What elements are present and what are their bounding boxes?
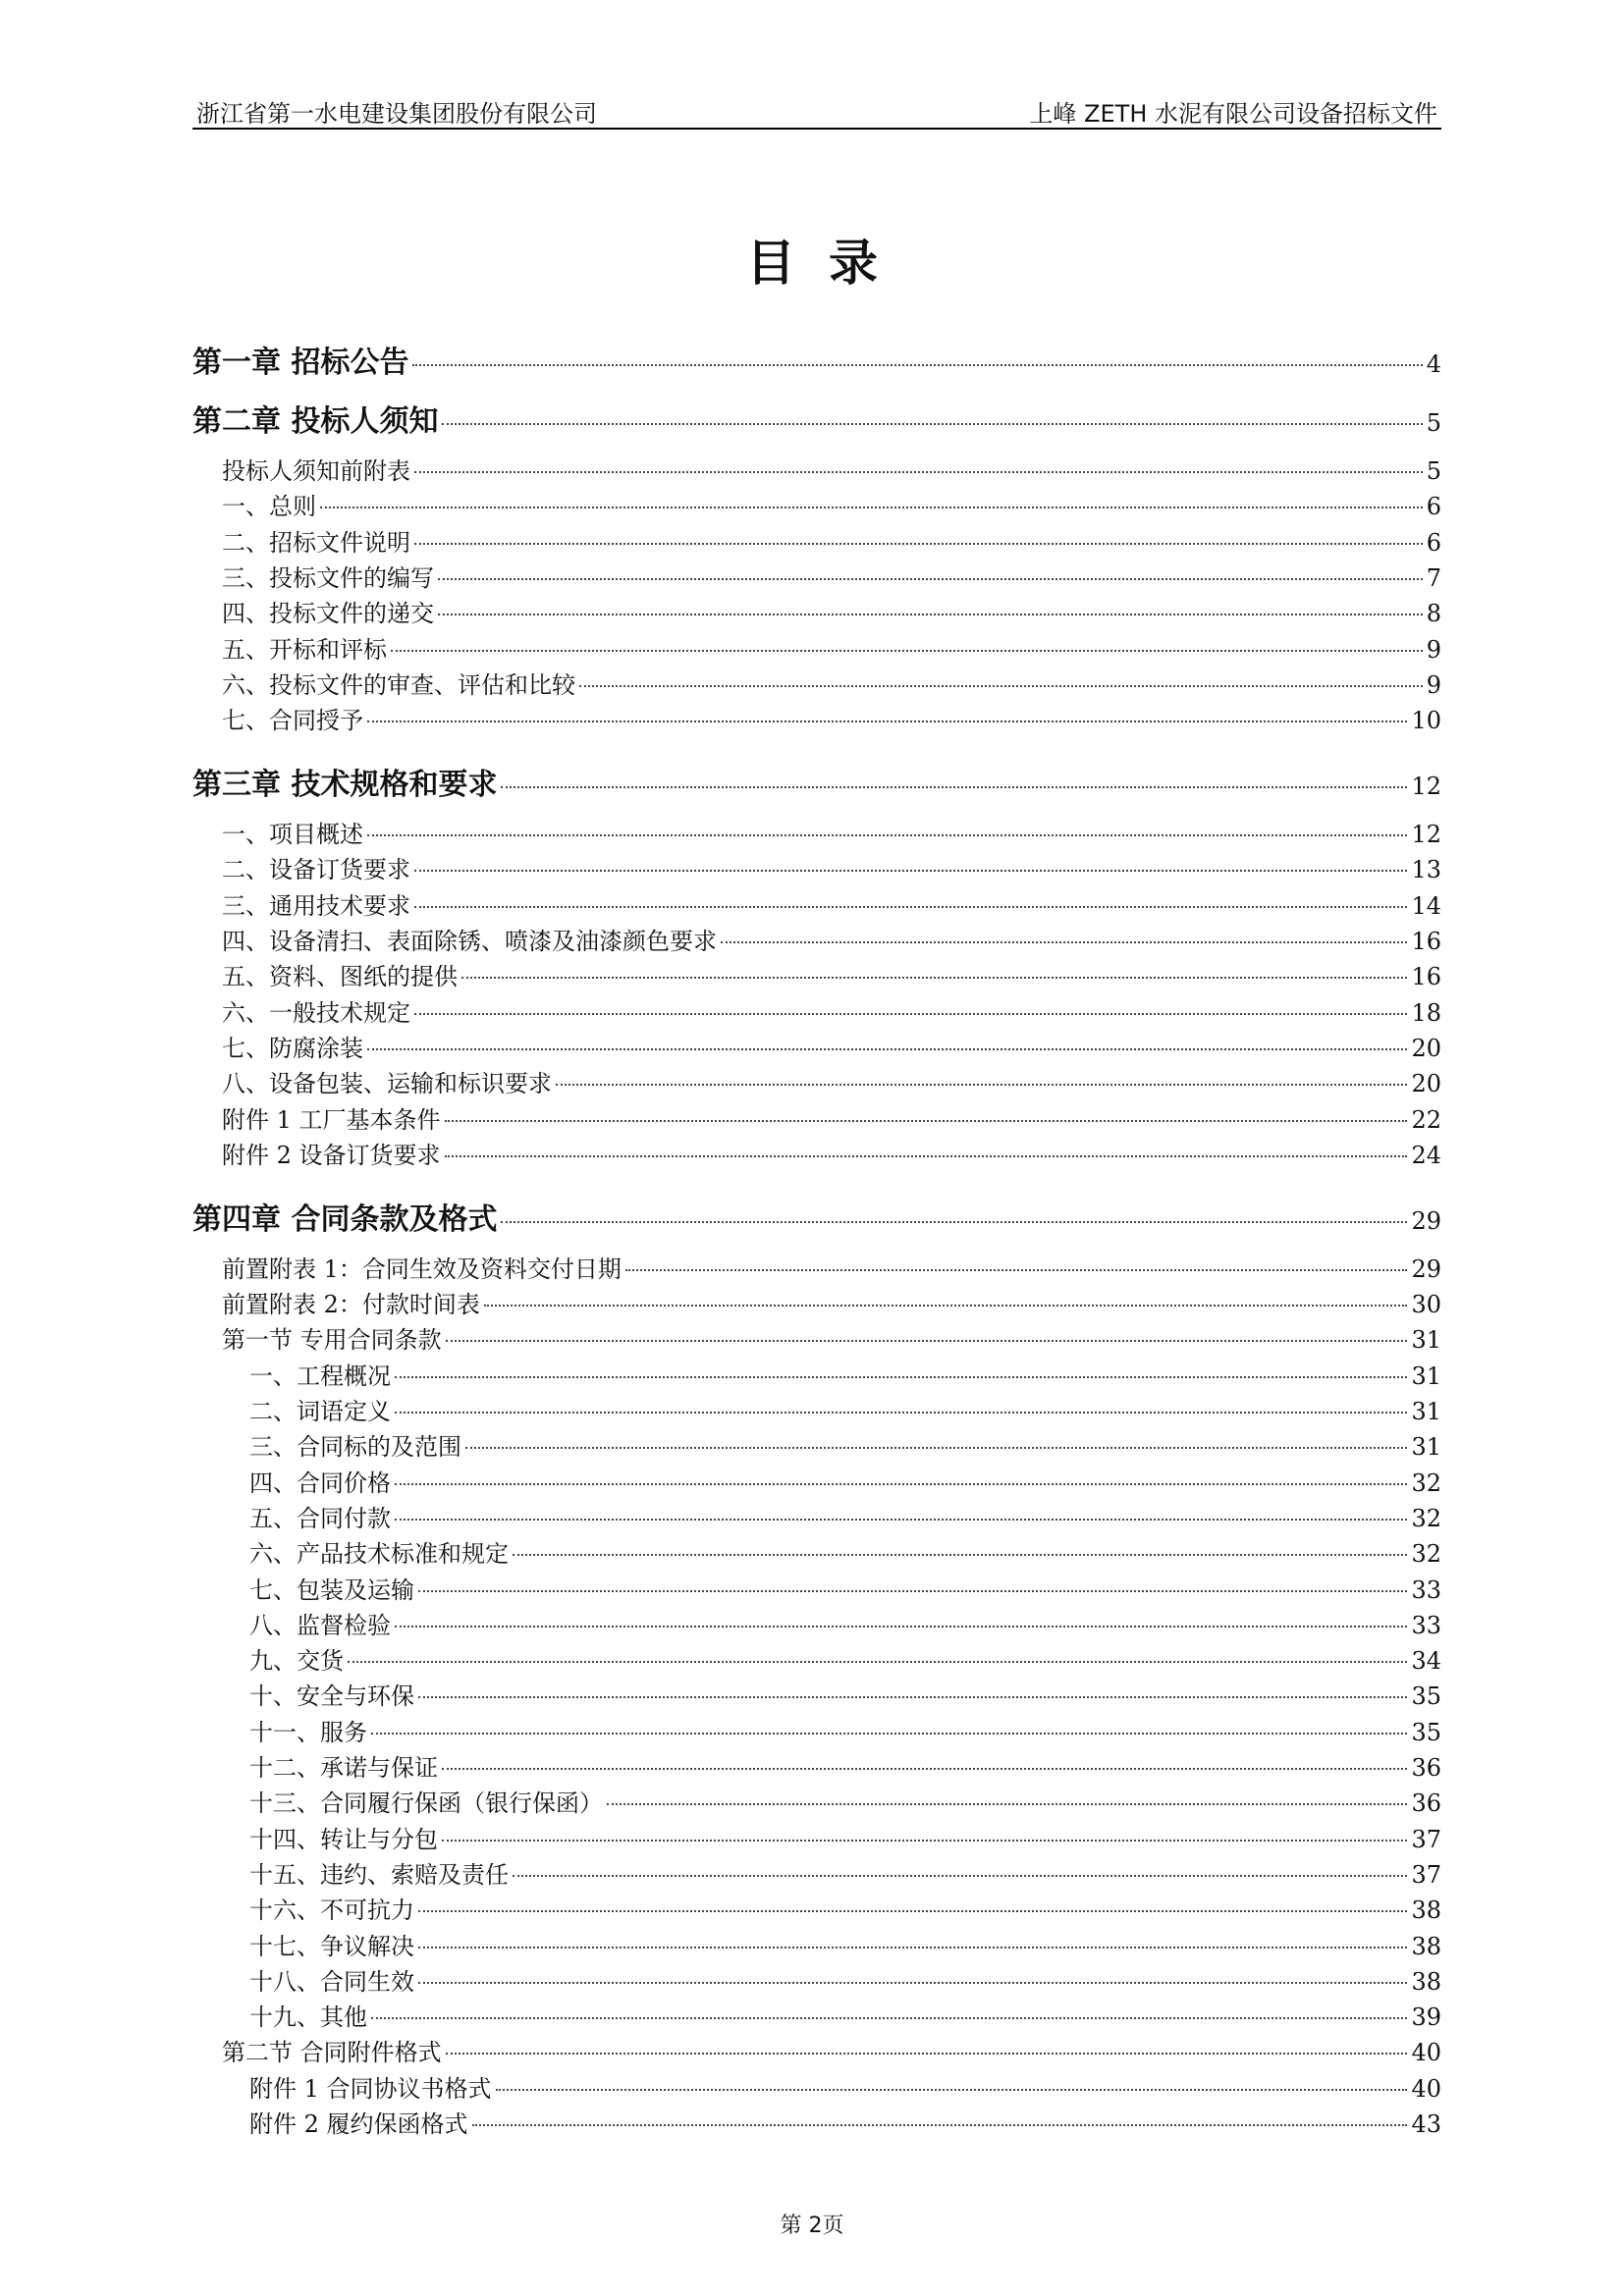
toc-entry-page: 35 bbox=[1411, 1682, 1441, 1711]
toc-entry-page: 35 bbox=[1411, 1718, 1441, 1746]
toc-dot-leader bbox=[414, 870, 1407, 872]
toc-dot-leader bbox=[472, 2124, 1408, 2126]
toc-entry-label: 一、项目概述 bbox=[222, 821, 363, 849]
toc-entry-page: 37 bbox=[1411, 1860, 1441, 1889]
toc-dot-leader bbox=[367, 721, 1407, 722]
toc-entry[interactable] bbox=[222, 1064, 1441, 1098]
toc-entry[interactable] bbox=[222, 559, 1441, 593]
toc-dot-leader bbox=[625, 1269, 1408, 1271]
toc-entry-label: 十三、合同履行保函（银行保函） bbox=[249, 1789, 603, 1818]
toc-entry-page: 18 bbox=[1411, 998, 1441, 1027]
toc-entry[interactable] bbox=[222, 523, 1441, 558]
toc-entry-page: 30 bbox=[1411, 1291, 1441, 1319]
toc-dot-leader bbox=[501, 1221, 1407, 1223]
toc-entry-page: 31 bbox=[1411, 1362, 1441, 1390]
toc-dot-leader bbox=[348, 1661, 1407, 1663]
toc-entry[interactable] bbox=[249, 2105, 1441, 2139]
toc-entry-page: 22 bbox=[1411, 1105, 1441, 1134]
toc-entry[interactable] bbox=[249, 1748, 1441, 1783]
toc-entry-label: 四、投标文件的递交 bbox=[222, 600, 434, 628]
toc-entry-label: 十七、争议解决 bbox=[249, 1932, 414, 1960]
page-title: 目录 bbox=[746, 235, 911, 292]
toc-dot-leader bbox=[395, 1412, 1407, 1414]
toc-chapter-entry[interactable] bbox=[192, 397, 1441, 440]
toc-entry-label: 十四、转让与分包 bbox=[249, 1825, 438, 1853]
toc-entry-label: 二、设备订货要求 bbox=[222, 856, 410, 884]
toc-dot-leader bbox=[418, 1982, 1407, 1984]
toc-dot-leader bbox=[438, 614, 1423, 615]
toc-entry-page: 7 bbox=[1426, 563, 1441, 592]
toc-entry-label: 四、合同价格 bbox=[249, 1468, 391, 1497]
toc-entry[interactable] bbox=[222, 850, 1441, 884]
toc-dot-leader bbox=[418, 1947, 1407, 1949]
toc-entry[interactable] bbox=[222, 886, 1441, 921]
toc-entry-label: 十二、承诺与保证 bbox=[249, 1754, 438, 1782]
toc-entry-page: 9 bbox=[1426, 635, 1441, 664]
toc-entry-label: 第一章 招标公告 bbox=[192, 346, 409, 380]
toc-entry-page: 38 bbox=[1411, 1896, 1441, 1925]
toc-entry[interactable] bbox=[249, 1927, 1441, 1961]
toc-entry-label: 十六、不可抗力 bbox=[249, 1896, 414, 1925]
header-right-document: 上峰 ZETH 水泥有限公司设备招标文件 bbox=[1029, 100, 1437, 128]
toc-entry-label: 二、词语定义 bbox=[249, 1398, 391, 1425]
toc-entry-label: 十一、服务 bbox=[249, 1718, 367, 1746]
toc-dot-leader bbox=[418, 1590, 1407, 1592]
toc-dot-leader bbox=[414, 1013, 1407, 1015]
toc-dot-leader bbox=[395, 1519, 1407, 1521]
toc-entry-label: 五、开标和评标 bbox=[222, 635, 387, 664]
toc-entry[interactable] bbox=[249, 1855, 1441, 1890]
toc-entry-page: 38 bbox=[1411, 1967, 1441, 1996]
toc-entry[interactable] bbox=[222, 594, 1441, 628]
toc-entry-page: 31 bbox=[1411, 1326, 1441, 1355]
toc-dot-leader bbox=[501, 786, 1407, 788]
toc-dot-leader bbox=[496, 2089, 1408, 2091]
toc-entry-label: 第二章 投标人须知 bbox=[192, 404, 439, 439]
toc-entry-page: 6 bbox=[1426, 528, 1441, 557]
toc-entry-page: 20 bbox=[1411, 1070, 1441, 1098]
toc-entry-label: 七、合同授予 bbox=[222, 707, 363, 735]
toc-entry-page: 9 bbox=[1426, 670, 1441, 699]
toc-entry-label: 附件 1 合同协议书格式 bbox=[249, 2074, 492, 2103]
toc-entry[interactable] bbox=[249, 1641, 1441, 1676]
toc-entry-label: 前置附表 1：合同生效及资料交付日期 bbox=[222, 1255, 622, 1283]
toc-entry-label: 十八、合同生效 bbox=[249, 1967, 414, 1996]
toc-entry-label: 二、招标文件说明 bbox=[222, 528, 410, 557]
toc-entry-label: 三、投标文件的编写 bbox=[222, 563, 434, 592]
toc-entry-page: 37 bbox=[1411, 1825, 1441, 1853]
toc-entry-label: 八、设备包装、运输和标识要求 bbox=[222, 1070, 552, 1098]
toc-dot-leader bbox=[395, 1626, 1407, 1628]
toc-dot-leader bbox=[465, 1447, 1407, 1449]
toc-entry-page: 12 bbox=[1411, 821, 1441, 849]
toc-entry-page: 4 bbox=[1426, 350, 1441, 378]
toc-entry-page: 5 bbox=[1426, 457, 1441, 485]
toc-entry-page: 29 bbox=[1411, 1206, 1441, 1235]
toc-dot-leader bbox=[371, 1733, 1407, 1735]
toc-entry-label: 三、合同标的及范围 bbox=[249, 1433, 461, 1462]
toc-entry-label: 七、防腐涂装 bbox=[222, 1034, 363, 1062]
toc-entry-page: 40 bbox=[1411, 2074, 1441, 2103]
toc-entry-label: 附件 2 履约保函格式 bbox=[249, 2110, 468, 2138]
toc-entry-label: 十五、违约、索赔及责任 bbox=[249, 1860, 509, 1889]
toc-dot-leader bbox=[484, 1305, 1408, 1307]
toc-entry-page: 6 bbox=[1426, 493, 1441, 521]
toc-entry[interactable] bbox=[249, 1891, 1441, 1925]
toc-entry-label: 四、设备清扫、表面除锈、喷漆及油漆颜色要求 bbox=[222, 928, 717, 955]
toc-entry[interactable] bbox=[249, 1962, 1441, 1997]
toc-entry[interactable] bbox=[222, 1285, 1441, 1319]
page-number: 第 2页 bbox=[780, 2214, 844, 2238]
toc-entry[interactable] bbox=[222, 666, 1441, 700]
toc-entry-page: 34 bbox=[1411, 1647, 1441, 1676]
toc-entry-page: 36 bbox=[1411, 1754, 1441, 1782]
toc-entry[interactable] bbox=[249, 1606, 1441, 1640]
toc-entry-label: 第二节 合同附件格式 bbox=[222, 2039, 442, 2067]
toc-dot-leader bbox=[395, 1483, 1407, 1485]
toc-entry[interactable] bbox=[222, 1136, 1441, 1170]
toc-entry-page: 5 bbox=[1426, 409, 1441, 437]
toc-chapter-entry[interactable] bbox=[192, 1195, 1441, 1238]
toc-entry-label: 一、总则 bbox=[222, 493, 316, 521]
toc-entry[interactable] bbox=[249, 1357, 1441, 1391]
toc-entry-label: 五、合同付款 bbox=[249, 1504, 391, 1532]
toc-dot-leader bbox=[395, 1376, 1407, 1378]
toc-entry-page: 32 bbox=[1411, 1540, 1441, 1569]
toc-entry-label: 七、包装及运输 bbox=[249, 1575, 414, 1604]
toc-entry-page: 29 bbox=[1411, 1255, 1441, 1283]
toc-dot-leader bbox=[367, 1048, 1407, 1050]
toc-entry-label: 第一节 专用合同条款 bbox=[222, 1326, 442, 1355]
toc-entry-label: 三、通用技术要求 bbox=[222, 891, 410, 920]
toc-entry-page: 12 bbox=[1411, 773, 1441, 801]
toc-entry-page: 33 bbox=[1411, 1611, 1441, 1639]
toc-dot-leader bbox=[445, 1120, 1408, 1122]
toc-entry-label: 十九、其他 bbox=[249, 2003, 367, 2032]
toc-entry-label: 六、产品技术标准和规定 bbox=[249, 1540, 509, 1569]
toc-dot-leader bbox=[418, 1696, 1407, 1698]
toc-dot-leader bbox=[513, 1875, 1407, 1877]
toc-entry-label: 附件 2 设备订货要求 bbox=[222, 1141, 441, 1169]
toc-entry[interactable] bbox=[249, 1998, 1441, 2032]
toc-entry-label: 六、投标文件的审查、评估和比较 bbox=[222, 670, 575, 699]
toc-entry[interactable] bbox=[222, 922, 1441, 956]
toc-entry[interactable] bbox=[249, 1427, 1441, 1462]
toc-entry-label: 十、安全与环保 bbox=[249, 1682, 414, 1711]
toc-entry-page: 8 bbox=[1426, 600, 1441, 628]
page-header bbox=[192, 94, 1441, 130]
toc-dot-leader bbox=[446, 2053, 1408, 2055]
toc-entry-page: 13 bbox=[1411, 856, 1441, 884]
toc-entry[interactable] bbox=[222, 993, 1441, 1028]
toc-entry-page: 14 bbox=[1411, 891, 1441, 920]
toc-dot-leader bbox=[412, 364, 1422, 366]
toc-entry[interactable] bbox=[249, 1392, 1441, 1426]
toc-entry[interactable] bbox=[249, 1464, 1441, 1498]
toc-entry-label: 投标人须知前附表 bbox=[222, 457, 410, 485]
toc-chapter-entry[interactable] bbox=[192, 760, 1441, 803]
toc-entry-label: 第四章 合同条款及格式 bbox=[192, 1201, 498, 1237]
toc-dot-leader bbox=[414, 906, 1407, 908]
toc-entry-page: 33 bbox=[1411, 1575, 1441, 1604]
toc-dot-leader bbox=[442, 1840, 1407, 1842]
toc-dot-leader bbox=[371, 2017, 1407, 2019]
toc-dot-leader bbox=[607, 1803, 1407, 1805]
toc-dot-leader bbox=[438, 578, 1423, 580]
toc-dot-leader bbox=[445, 1155, 1408, 1157]
toc-entry[interactable] bbox=[222, 630, 1441, 665]
toc-entry[interactable] bbox=[222, 1250, 1441, 1284]
toc-dot-leader bbox=[418, 1910, 1407, 1912]
toc-entry[interactable] bbox=[222, 1320, 1441, 1355]
toc-entry[interactable] bbox=[222, 2033, 1441, 2067]
toc-entry-label: 附件 1 工厂基本条件 bbox=[222, 1105, 441, 1134]
toc-entry[interactable] bbox=[249, 1571, 1441, 1605]
toc-chapter-entry[interactable] bbox=[192, 338, 1441, 381]
toc-entry[interactable] bbox=[249, 1820, 1441, 1854]
toc-entry-label: 五、资料、图纸的提供 bbox=[222, 963, 458, 991]
toc-entry-label: 九、交货 bbox=[249, 1647, 344, 1676]
toc-entry-page: 31 bbox=[1411, 1433, 1441, 1462]
toc-entry[interactable] bbox=[222, 1029, 1441, 1063]
toc-entry-page: 16 bbox=[1411, 963, 1441, 991]
toc-entry[interactable] bbox=[222, 957, 1441, 991]
toc-entry-page: 24 bbox=[1411, 1141, 1441, 1169]
toc-entry[interactable] bbox=[249, 1677, 1441, 1711]
header-left-company: 浙江省第一水电建设集团股份有限公司 bbox=[196, 100, 597, 128]
toc-entry-page: 39 bbox=[1411, 2003, 1441, 2032]
toc-entry-page: 43 bbox=[1411, 2110, 1441, 2138]
toc-dot-leader bbox=[320, 507, 1423, 508]
toc-entry[interactable] bbox=[222, 701, 1441, 735]
toc-entry-label: 第三章 技术规格和要求 bbox=[192, 768, 498, 803]
toc-dot-leader bbox=[513, 1554, 1407, 1556]
toc-entry-page: 31 bbox=[1411, 1398, 1441, 1425]
toc-dot-leader bbox=[579, 685, 1423, 687]
toc-entry[interactable] bbox=[249, 1499, 1441, 1533]
toc-entry[interactable] bbox=[222, 452, 1441, 486]
toc-entry-page: 10 bbox=[1411, 707, 1441, 735]
toc-entry[interactable] bbox=[222, 815, 1441, 849]
toc-entry-label: 前置附表 2：付款时间表 bbox=[222, 1291, 480, 1319]
toc-entry-page: 40 bbox=[1411, 2039, 1441, 2067]
toc-entry-page: 38 bbox=[1411, 1932, 1441, 1960]
toc-entry[interactable] bbox=[249, 1713, 1441, 1747]
toc-entry-page: 36 bbox=[1411, 1789, 1441, 1818]
toc-entry-label: 六、一般技术规定 bbox=[222, 998, 410, 1027]
toc-entry-label: 一、工程概况 bbox=[249, 1362, 391, 1390]
toc-entry-page: 16 bbox=[1411, 928, 1441, 955]
toc-dot-leader bbox=[461, 977, 1407, 979]
toc-entry-page: 20 bbox=[1411, 1034, 1441, 1062]
toc-entry-label: 八、监督检验 bbox=[249, 1611, 391, 1639]
toc-dot-leader bbox=[442, 423, 1422, 425]
toc-dot-leader bbox=[446, 1340, 1408, 1342]
toc-dot-leader bbox=[391, 650, 1423, 652]
toc-entry-page: 32 bbox=[1411, 1504, 1441, 1532]
toc-entry[interactable] bbox=[222, 487, 1441, 521]
toc-dot-leader bbox=[721, 941, 1407, 943]
toc-entry[interactable] bbox=[222, 1100, 1441, 1135]
toc-entry-page: 32 bbox=[1411, 1468, 1441, 1497]
toc-entry[interactable] bbox=[249, 1784, 1441, 1818]
toc-dot-leader bbox=[414, 471, 1423, 473]
toc-entry[interactable] bbox=[249, 1534, 1441, 1569]
toc-entry[interactable] bbox=[249, 2069, 1441, 2104]
toc-dot-leader bbox=[367, 834, 1407, 836]
toc-dot-leader bbox=[442, 1768, 1407, 1770]
toc-dot-leader bbox=[414, 543, 1423, 545]
toc-dot-leader bbox=[556, 1084, 1407, 1086]
